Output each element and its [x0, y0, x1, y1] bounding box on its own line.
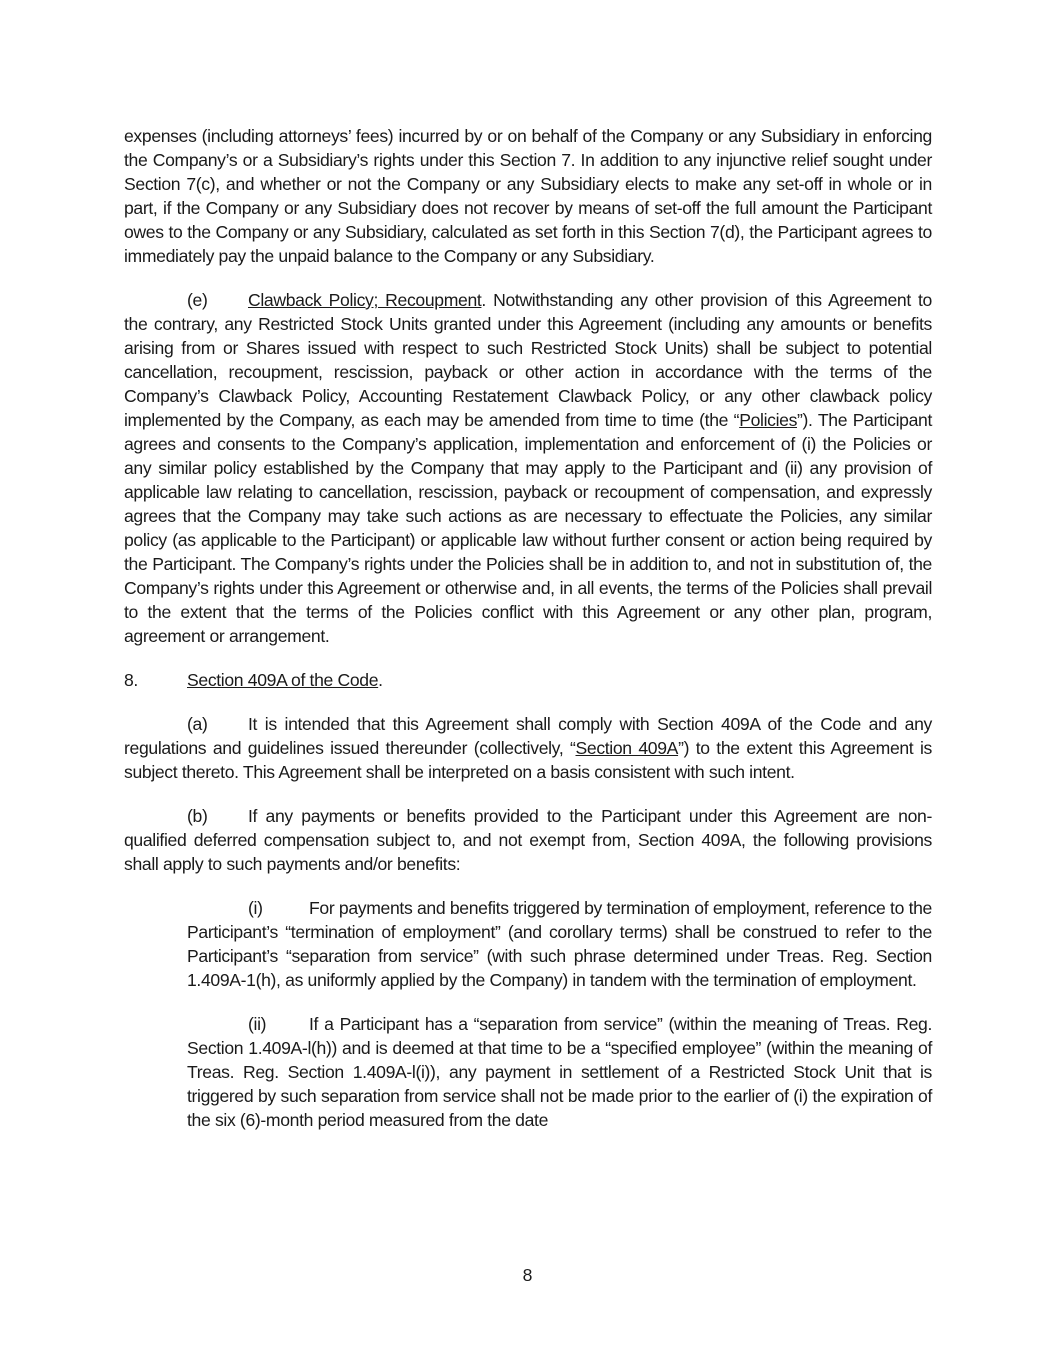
paragraph-text: For payments and benefits triggered by termination of employment, reference to the Participant’s “termination of employment” (and corollary terms) shall be construed to refer to the Participant’s “separation from service” (with such phrase determined under Treas. Reg. Section 1.409A-1(h), as uniformly applied by the Company) in tandem with the termination of employment.	[187, 898, 932, 990]
paragraph-text: expenses (including attorneys’ fees) incurred by or on behalf of the Company or any Subsidiary in enforcing the Company’s or a Subsidiary’s rights under this Section 7. In addition to any injunctive relief sought under Section 7(c), and whether or not the Company or any Subsidiary elects to make any set-off in whole or in part, if the Company or any Subsidiary does not recover by means of set-off the full amount the Participant owes to the Company or any Subsidiary, calculated as set forth in this Section 7(d), the Participant agrees to immediately pay the unpaid balance to the Company or any Subsidiary.	[124, 126, 932, 266]
paragraph-text: ”). The Participant agrees and consents to the Company’s application, implementation and enforcement of (i) the Policies or any similar policy established by the Company that may apply to the Participant and (ii) any provision of applicable law relating to cancellation, rescission, payback or recoupment of compensation, and expressly agrees that the Company may take such actions as are necessary to effectuate the Policies, any similar policy (as applicable to the Participant) or applicable law without further consent or action being required by the Participant. The Company’s rights under the Policies shall be in addition to, and not in substitution of, the Company’s rights under this Agreement or otherwise and, in all events, the terms of the Policies shall prevail to the extent that the terms of the Policies conflict with this Agreement or any other plan, program, agreement or arrangement.	[124, 410, 933, 646]
clause-label: (ii)	[248, 1014, 267, 1034]
paragraph-text: It is intended that this Agreement shall comply with Section 409A of the Code and any regulations and guidelines issued thereunder (collectively, “	[124, 714, 932, 758]
page-body	[124, 124, 932, 1132]
page-number: 8	[522, 1265, 533, 1285]
paragraph-text: If a Participant has a “separation from service” (within the meaning of Treas. Reg. Section 1.409A-l(h)) and is deemed at that time to be a “specified employee” (within the meaning of Treas. Reg. Section 1.409A-l(i)), any payment in settlement of a Restricted Stock Unit that is triggered by such separation from service shall not be made prior to the earlier of (i) the expiration of the six (6)-month period measured from the date	[187, 1014, 932, 1130]
paragraph-text: If any payments or benefits provided to the Participant under this Agreement are non-qualified deferred compensation subject to, and not exempt from, Section 409A, the following provisions shall apply to such payments and/or benefits:	[124, 806, 932, 874]
clause-label: (b)	[187, 806, 208, 826]
section-8-heading	[124, 668, 932, 692]
defined-term-policies: Policies	[739, 410, 798, 430]
section-number: 8.	[124, 670, 138, 690]
clause-label: (i)	[248, 898, 263, 918]
paragraph-continuation	[124, 124, 932, 268]
section-title-period: .	[378, 670, 383, 690]
clause-heading: Clawback Policy; Recoupment	[248, 290, 482, 310]
paragraph-8b-ii	[187, 1012, 932, 1132]
paragraph-8b-i	[187, 896, 932, 992]
defined-term-section-409a: Section 409A	[575, 738, 679, 758]
paragraph-7e-clawback	[124, 288, 932, 648]
section-title: Section 409A of the Code	[187, 670, 379, 690]
paragraph-text: ”) to the extent this Agreement is subject thereto. This Agreement shall be interpreted on a basis consistent with such intent.	[124, 738, 932, 782]
paragraph-8a	[124, 712, 932, 784]
paragraph-8b	[124, 804, 932, 876]
paragraph-text: . Notwithstanding any other provision of this Agreement to the contrary, any Restricted Stock Units granted under this Agreement (including any amounts or benefits arising from or Shares issued with respect to such Restricted Stock Units) shall be subject to potential cancellation, recoupment, rescission, payback or other action in accordance with the terms of the Company’s Clawback Policy, Accounting Restatement Clawback Policy, or any other clawback policy implemented by the Company, as each may be amended from time to time (the “	[124, 290, 932, 430]
clause-label: (e)	[187, 290, 208, 310]
clause-label: (a)	[187, 714, 208, 734]
